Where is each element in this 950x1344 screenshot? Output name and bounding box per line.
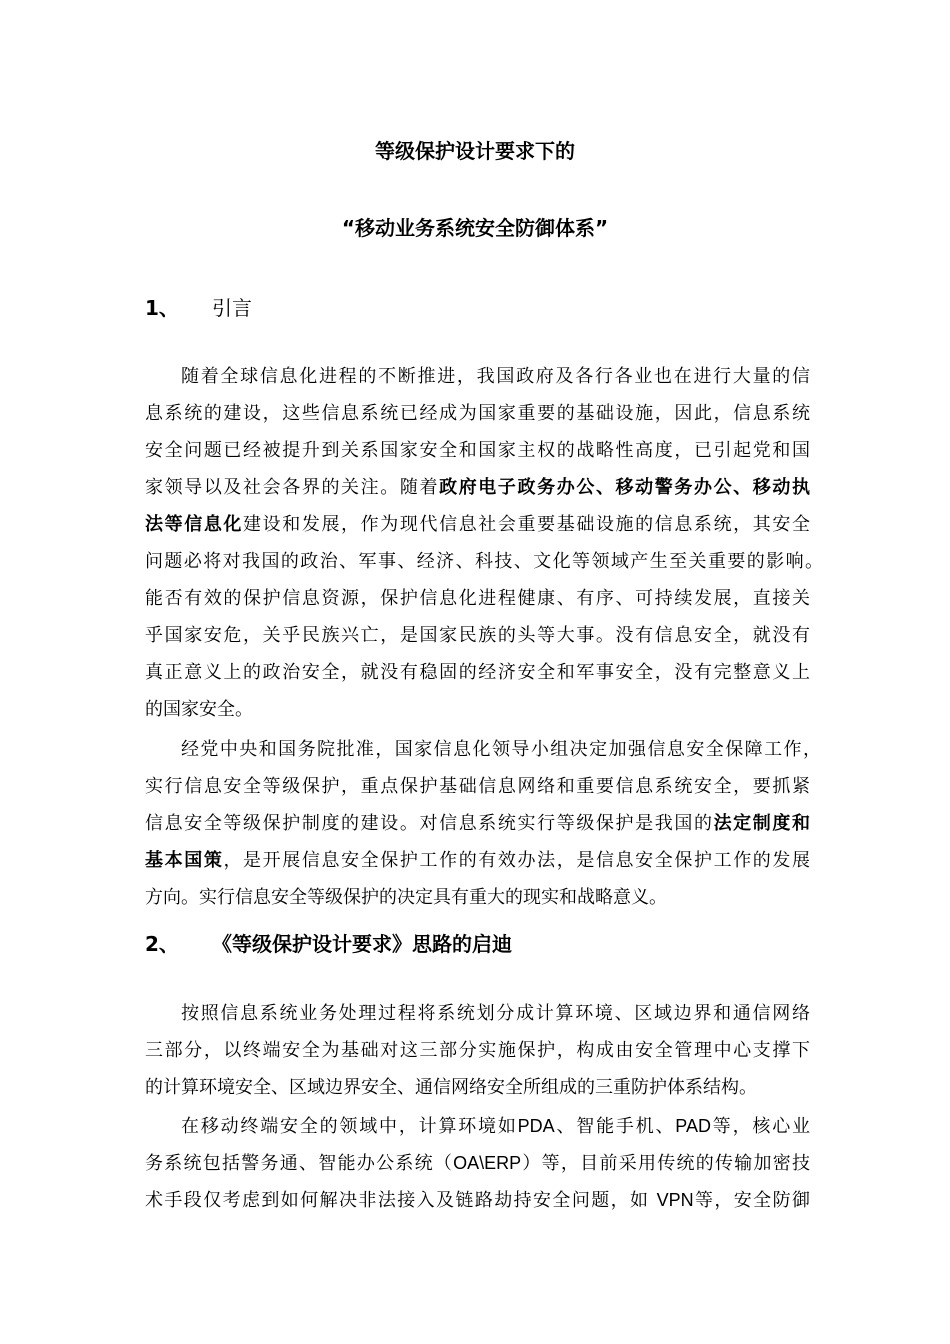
paragraph-line	[145, 506, 810, 543]
paragraph-text: OA\ERP	[453, 1153, 522, 1173]
paragraph-line: 安全问题已经被提升到关系国家安全和国家主权的战略性高度，已引起党和国	[145, 440, 810, 461]
document-title-line-2: “移动业务系统安全防御体系”	[341, 216, 609, 240]
paragraph-text: PDA	[517, 1116, 555, 1136]
emphasis-text: 政府电子政务办公、移动警务办公、移动执	[439, 477, 811, 498]
paragraph-text: 术手段仅考虑到如何解决非法接入及链路劫持安全问题，如	[145, 1190, 657, 1211]
paragraph-text: 、智能手机、	[554, 1116, 676, 1137]
section-2-number: 2、	[145, 932, 179, 956]
paragraph-text: PAD	[675, 1116, 711, 1136]
paragraph-line: 随着全球信息化进程的不断推进，我国政府及各行各业也在进行大量的信	[181, 366, 810, 387]
emphasis-text: 法定制度和	[713, 813, 811, 834]
paragraph-line: 实行信息安全等级保护，重点保护基础信息网络和重要信息系统安全，要抓紧	[145, 776, 810, 797]
section-2-title: 《等级保护设计要求》思路的启迪	[212, 932, 512, 956]
paragraph-line	[181, 1108, 810, 1145]
paragraph-line	[145, 469, 810, 506]
paragraph-text: 信息安全等级保护制度的建设。对信息系统实行等级保护是我国的	[145, 813, 714, 834]
paragraph-line: 按照信息系统业务处理过程将系统划分成计算环境、区域边界和通信网络	[181, 1003, 810, 1024]
document-title-line-1: 等级保护设计要求下的	[375, 139, 575, 163]
paragraph-text: 在移动终端安全的领域中，计算环境如	[181, 1116, 518, 1137]
paragraph-line	[145, 1145, 810, 1182]
paragraph-line: 三部分，以终端安全为基础对这三部分实施保护，构成由安全管理中心支撑下	[145, 1040, 810, 1061]
paragraph-line: 经党中央和国务院批准，国家信息化领导小组决定加强信息安全保障工作，	[181, 739, 821, 760]
paragraph-text: ）等，目前采用传统的传输加密技	[521, 1153, 811, 1174]
paragraph-text: 等，核心业	[710, 1116, 811, 1137]
emphasis-text: 法等信息化	[145, 514, 244, 535]
paragraph-text: ，是开展信息安全保护工作的有效办法，是信息安全保护工作的发展	[223, 850, 811, 871]
paragraph-text: 家领导以及社会各界的关注。随着	[145, 477, 440, 498]
emphasis-text: 基本国策	[145, 850, 224, 871]
paragraph-line: 方向。实行信息安全等级保护的决定具有重大的现实和战略意义。	[145, 887, 667, 908]
paragraph-line	[145, 1182, 810, 1219]
paragraph-text: VPN	[656, 1190, 694, 1210]
paragraph-line	[145, 805, 810, 842]
paragraph-line: 真正意义上的政治安全，就没有稳固的经济安全和军事安全，没有完整意义上	[145, 662, 810, 683]
paragraph-line: 的国家安全。	[145, 699, 253, 720]
paragraph-line: 的计算环境安全、区域边界安全、通信网络安全所组成的三重防护体系结构。	[145, 1077, 757, 1098]
paragraph-line: 乎国家安危，关乎民族兴亡，是国家民族的头等大事。没有信息安全，就没有	[145, 625, 810, 646]
paragraph-line: 能否有效的保护信息资源，保护信息化进程健康、有序、可持续发展，直接关	[145, 588, 810, 609]
section-1-number: 1、	[145, 296, 179, 320]
paragraph-text: 建设和发展，作为现代信息社会重要基础设施的信息系统，其安全	[243, 514, 810, 535]
paragraph-text: 务系统包括警务通、智能办公系统（	[145, 1153, 454, 1174]
paragraph-line: 问题必将对我国的政治、军事、经济、科技、文化等领域产生至关重要的影响。	[145, 551, 823, 572]
paragraph-line	[145, 842, 810, 879]
paragraph-line: 息系统的建设，这些信息系统已经成为国家重要的基础设施，因此，信息系统	[145, 403, 810, 424]
paragraph-text: 等，安全防御	[693, 1190, 810, 1211]
section-1-title: 引言	[212, 296, 252, 320]
